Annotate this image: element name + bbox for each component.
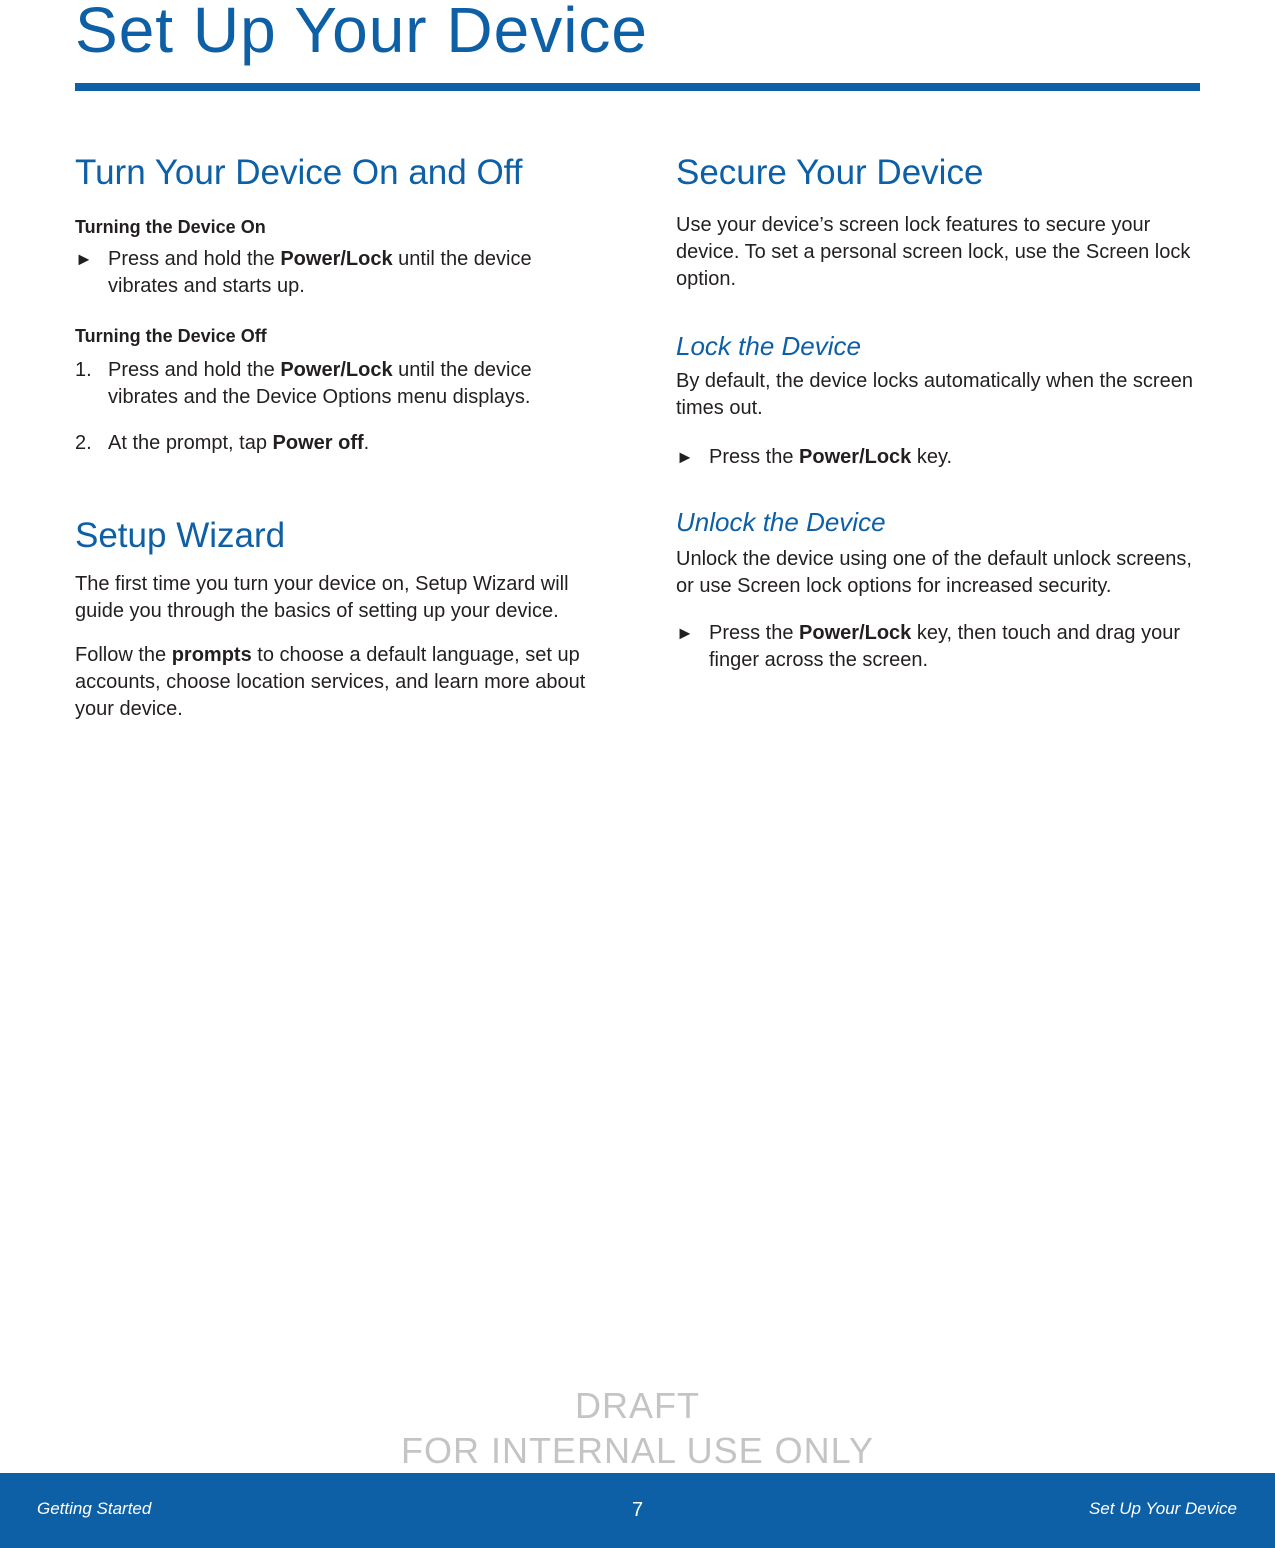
bullet-text-pre: Press the bbox=[709, 622, 800, 644]
triangle-right-icon: ► bbox=[676, 623, 694, 643]
bullet-text-bold: Power/Lock bbox=[799, 446, 912, 468]
unlock-text: Unlock the device using one of the default unlock screens, or use Screen lock options for increased security. bbox=[676, 548, 1192, 597]
step-number: 1. bbox=[75, 359, 92, 381]
step-text-post: until the device vibrates and the Device Options menu displays. bbox=[108, 359, 532, 408]
footer-section: Set Up Your Device bbox=[1088, 1499, 1237, 1518]
bullet-text-bold: Power/Lock bbox=[799, 622, 912, 644]
step-text-pre: At the prompt, tap bbox=[108, 432, 273, 454]
step-text-bold: Power/Lock bbox=[280, 359, 393, 381]
page-title: Set Up Your Device bbox=[75, 0, 648, 66]
bullet-text-pre: Press the bbox=[709, 446, 800, 468]
triangle-right-icon: ► bbox=[75, 249, 93, 269]
step-text-bold: Power off bbox=[272, 432, 364, 454]
footer-chapter: Getting Started bbox=[37, 1499, 152, 1518]
footer-bar bbox=[0, 1473, 1275, 1548]
draft-watermark-line-1: DRAFT bbox=[575, 1385, 700, 1426]
subheading-unlock: Unlock the Device bbox=[676, 507, 886, 537]
triangle-right-icon: ► bbox=[676, 447, 694, 467]
subhead-turning-off: Turning the Device Off bbox=[75, 326, 267, 346]
bullet-text-pre: Press and hold the bbox=[108, 248, 281, 270]
bullet-lock bbox=[676, 444, 1200, 471]
bullet-text-post: key. bbox=[911, 446, 953, 468]
left-column bbox=[75, 148, 600, 723]
bullet-unlock bbox=[676, 620, 1200, 674]
step-number: 2. bbox=[75, 432, 92, 454]
setup-wizard-paragraph-2 bbox=[75, 642, 600, 723]
step-1 bbox=[75, 357, 600, 411]
para-text-bold: prompts bbox=[171, 644, 252, 666]
para-text-pre: Follow the bbox=[75, 644, 172, 666]
bullet-text-post: key, then touch and drag your finger across the screen. bbox=[709, 622, 1181, 671]
subheading-lock: Lock the Device bbox=[676, 331, 861, 361]
right-column bbox=[676, 148, 1200, 674]
subhead-turning-on: Turning the Device On bbox=[75, 217, 266, 237]
bullet-text-bold: Power/Lock bbox=[280, 248, 393, 270]
step-2 bbox=[75, 430, 600, 457]
section-heading-setup-wizard: Setup Wizard bbox=[75, 516, 286, 555]
lock-text: By default, the device locks automatically when the screen times out. bbox=[676, 370, 1193, 419]
page-number: 7 bbox=[631, 1499, 644, 1521]
title-rule bbox=[75, 83, 1200, 91]
bullet-text-post: until the device vibrates and starts up. bbox=[108, 248, 532, 297]
step-text-post: . bbox=[363, 432, 370, 454]
para-text-post: to choose a default language, set up accounts, choose location services, and learn more about your device. bbox=[75, 644, 586, 720]
secure-intro: Use your device’s screen lock features to secure your device. To set a personal screen lock, use the Screen lock option. bbox=[676, 214, 1191, 290]
section-heading-turn-on-off: Turn Your Device On and Off bbox=[75, 153, 523, 192]
section-heading-secure: Secure Your Device bbox=[676, 153, 984, 192]
step-text-pre: Press and hold the bbox=[108, 359, 281, 381]
draft-watermark-line-2: FOR INTERNAL USE ONLY bbox=[400, 1430, 875, 1471]
setup-wizard-paragraph-1: The first time you turn your device on, Setup Wizard will guide you through the basics of setting up your device. bbox=[75, 573, 569, 622]
bullet-turning-on bbox=[75, 246, 600, 300]
